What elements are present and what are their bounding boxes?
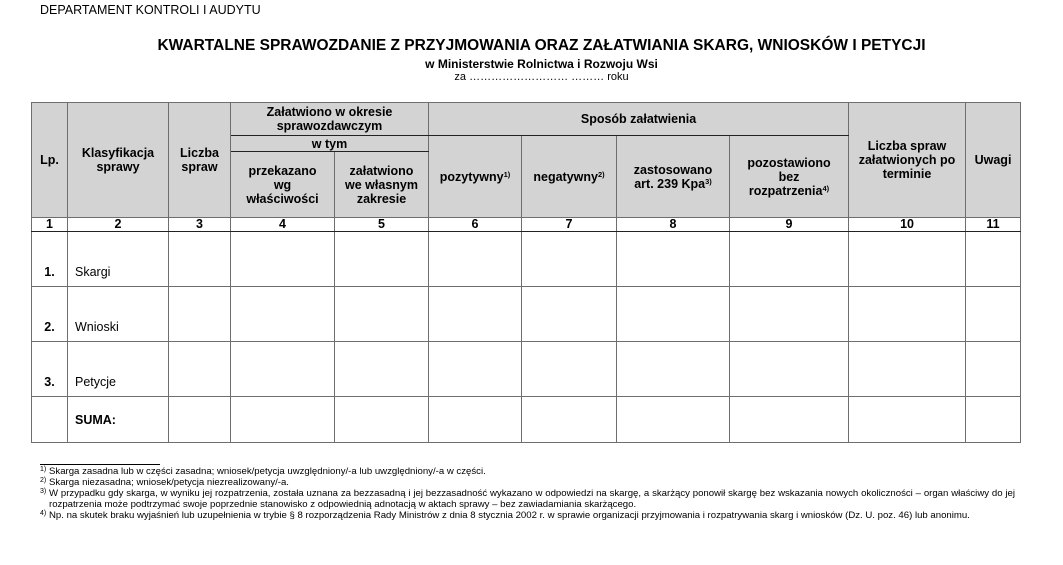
footnote-2: [40, 477, 1015, 488]
cell-late[interactable]: [849, 342, 966, 397]
column-number: 2: [68, 218, 169, 232]
table-row-sum: [32, 397, 1021, 443]
cell-remarks[interactable]: [966, 342, 1021, 397]
cell-negative[interactable]: [522, 232, 617, 287]
footnote-mark: 4): [40, 510, 47, 517]
cell-negative[interactable]: [522, 342, 617, 397]
header-negative-label: negatywny: [533, 169, 598, 184]
header-art239: [617, 136, 730, 218]
cell-resolved-own[interactable]: [335, 232, 429, 287]
cell-resolved-own[interactable]: [335, 342, 429, 397]
column-number: 10: [849, 218, 966, 232]
table-row-wnioski: [32, 287, 1021, 342]
sum-positive[interactable]: [429, 397, 522, 443]
cell-unexamined[interactable]: [730, 232, 849, 287]
report-subtitle: w Ministerstwie Rolnictwa i Rozwoju Wsi: [425, 57, 658, 71]
column-number: 11: [966, 218, 1021, 232]
header-art239-label: zastosowano art. 239 Kpa: [633, 162, 713, 191]
header-count: Liczba spraw: [169, 103, 231, 218]
footnote-text: W przypadku gdy skarga, w wyniku jej rozpatrzenia, została uznana za bezzasadną i jej bezzasadność wykazano w odpowiedzi na skargę, a skarżący ponowił skargę bez wskazania nowych okoliczności – organ właściwy do jej rozpatrzenia może podtrzymać swoje poprzednie stanowisko z odpowiednią adnotacją w aktach sprawy – bez zawiadamiania skarżącego.: [49, 488, 1015, 510]
sum-negative[interactable]: [522, 397, 617, 443]
footnote-1: [40, 466, 1015, 477]
sum-label: SUMA:: [68, 397, 169, 443]
footnote-text: Np. na skutek braku wyjaśnień lub uzupełnienia w trybie § 8 rozporządzenia Rady Ministrów z dnia 8 stycznia 2002 r. w sprawie organizacji przyjmowania i rozpatrywania skarg i wniosków (Dz. U. poz. 46) lub anonimu.: [49, 510, 970, 521]
column-number: 5: [335, 218, 429, 232]
footnote-divider: [40, 464, 160, 465]
sum-resolved-own[interactable]: [335, 397, 429, 443]
cell-count[interactable]: [169, 232, 231, 287]
footnote-3: [40, 488, 1015, 510]
cell-art239[interactable]: [617, 232, 730, 287]
cell-forwarded[interactable]: [231, 232, 335, 287]
sum-forwarded[interactable]: [231, 397, 335, 443]
row-classification: Petycje: [68, 342, 169, 397]
header-classification: Klasyfikacja sprawy: [68, 103, 169, 218]
cell-forwarded[interactable]: [231, 342, 335, 397]
cell-unexamined[interactable]: [730, 342, 849, 397]
cell-remarks[interactable]: [966, 287, 1021, 342]
footnote-ref-4: 4): [822, 183, 830, 193]
cell-positive[interactable]: [429, 287, 522, 342]
header-resolved-own: załatwiono we własnym zakresie: [335, 152, 429, 218]
header-including: w tym: [231, 136, 429, 152]
cell-count[interactable]: [169, 287, 231, 342]
header-positive-label: pozytywny: [439, 169, 504, 184]
cell-positive[interactable]: [429, 232, 522, 287]
footnote-text: Skarga zasadna lub w części zasadna; wniosek/petycja uwzględniony/-a lub uwzględniony/-a w części.: [49, 466, 486, 477]
row-lp: 1.: [32, 232, 68, 287]
cell-negative[interactable]: [522, 287, 617, 342]
column-number: 6: [429, 218, 522, 232]
report-table: [31, 102, 1021, 443]
row-lp: 2.: [32, 287, 68, 342]
footnote-mark: 1): [40, 466, 47, 473]
footnote-ref-1: 1): [503, 169, 511, 179]
header-method: Sposób załatwienia: [429, 103, 849, 136]
row-classification: Wnioski: [68, 287, 169, 342]
header-remarks: Uwagi: [966, 103, 1021, 218]
header-resolved-period: Załatwiono w okresie sprawozdawczym: [231, 103, 429, 136]
cell-art239[interactable]: [617, 342, 730, 397]
header-lp: Lp.: [32, 103, 68, 218]
cell-resolved-own[interactable]: [335, 287, 429, 342]
report-period: za ……………………… ……… roku: [454, 71, 629, 83]
report-title: KWARTALNE SPRAWOZDANIE Z PRZYJMOWANIA ORAZ ZAŁATWIANIA SKARG, WNIOSKÓW I PETYCJI: [157, 37, 926, 54]
column-number: 8: [617, 218, 730, 232]
column-number: 3: [169, 218, 231, 232]
header-late: Liczba spraw załatwionych po terminie: [849, 103, 966, 218]
column-numbers-row: [32, 218, 1021, 232]
footnote-text: Skarga niezasadna; wniosek/petycja niezrealizowany/-a.: [49, 477, 289, 488]
header-negative: [522, 136, 617, 218]
sum-remarks[interactable]: [966, 397, 1021, 443]
sum-art239[interactable]: [617, 397, 730, 443]
sum-lp: [32, 397, 68, 443]
footnote-4: [40, 510, 1015, 521]
cell-unexamined[interactable]: [730, 287, 849, 342]
department-name: DEPARTAMENT KONTROLI I AUDYTU: [40, 3, 261, 17]
table-row-petycje: [32, 342, 1021, 397]
footnote-mark: 2): [40, 477, 47, 484]
header-forwarded: przekazano wg właściwości: [231, 152, 335, 218]
footnote-ref-2: 2): [597, 169, 605, 179]
cell-forwarded[interactable]: [231, 287, 335, 342]
row-classification: Skargi: [68, 232, 169, 287]
cell-art239[interactable]: [617, 287, 730, 342]
footnote-mark: 3): [40, 488, 47, 495]
column-number: 9: [730, 218, 849, 232]
cell-remarks[interactable]: [966, 232, 1021, 287]
sum-count[interactable]: [169, 397, 231, 443]
header-unexamined: [730, 136, 849, 218]
column-number: 4: [231, 218, 335, 232]
cell-late[interactable]: [849, 287, 966, 342]
cell-count[interactable]: [169, 342, 231, 397]
column-number: 7: [522, 218, 617, 232]
cell-late[interactable]: [849, 232, 966, 287]
table-row-skargi: [32, 232, 1021, 287]
sum-unexamined[interactable]: [730, 397, 849, 443]
footnotes: [40, 466, 1015, 521]
header-unexamined-label: pozostawiono bez rozpatrzenia: [747, 155, 831, 198]
column-number: 1: [32, 218, 68, 232]
row-lp: 3.: [32, 342, 68, 397]
cell-positive[interactable]: [429, 342, 522, 397]
footnote-ref-3: 3): [705, 176, 712, 186]
sum-late[interactable]: [849, 397, 966, 443]
header-positive: [429, 136, 522, 218]
